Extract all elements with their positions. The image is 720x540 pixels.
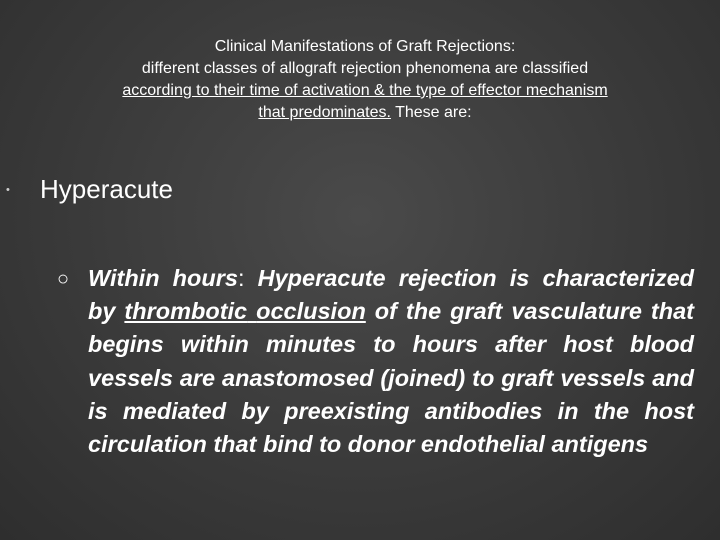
header-line-4-underlined: that predominates. (258, 104, 391, 121)
main-bullet (6, 174, 173, 205)
sub-text-within: Within (88, 265, 160, 291)
sub-bullet-paragraph (57, 262, 695, 461)
sub-text-rest: of the graft vasculature that begins within minutes to hours after host blood vessels are anastomosed (joined) to graft vessels and is mediated by preexisting antibodies in the host circulation that bind to donor endothelial antigens (88, 298, 695, 458)
header-line-1: Clinical Manifestations of Graft Rejections: (214, 38, 516, 55)
sub-text-intro: Hyperacute rejection is characterized by (88, 265, 694, 325)
main-bullet-label: Hyperacute (40, 174, 173, 204)
header-line-4 (40, 102, 690, 124)
sub-text-space (247, 298, 256, 324)
sub-text-colon: : (237, 265, 258, 291)
sub-text-thrombotic: thrombotic (124, 298, 248, 325)
slide-header (40, 36, 690, 124)
bullet-dot-icon: • (6, 183, 10, 196)
header-line-4-rest: These are: (390, 104, 472, 121)
hollow-circle-bullet-icon: ○ (57, 268, 70, 290)
sub-text-hours: hours (159, 265, 238, 291)
header-line-3: according to their time of activation & the type of effector mechanism (122, 82, 608, 99)
header-line-2: different classes of allograft rejection phenomena are classified (141, 60, 589, 77)
sub-text-occlusion: occlusion (256, 298, 366, 325)
